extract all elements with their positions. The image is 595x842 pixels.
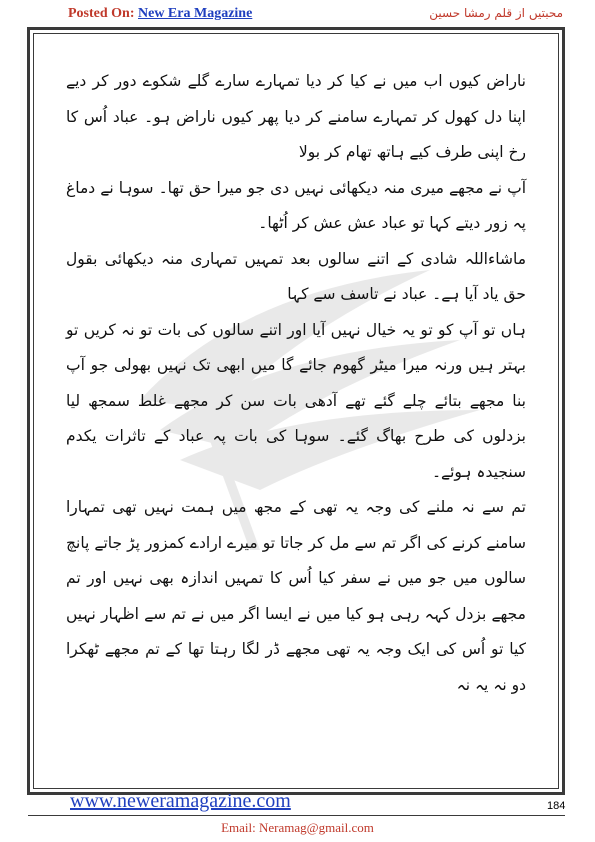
page-number: 184 (547, 800, 566, 812)
posted-on-label: Posted On: (68, 6, 135, 21)
paragraph: آپ نے مجھے میری منہ دیکھائی نہیں دی جو میرا حق تھا۔ سوہا نے دماغ پہ زور دیتے کہا تو عباد عش عش کر اُٹھا۔ (66, 178, 526, 232)
footer-email: Email: Neramag@gmail.com (221, 820, 374, 835)
footer-divider (28, 815, 565, 816)
posted-on-header (68, 6, 252, 22)
article-body (66, 64, 526, 703)
paragraph: تم سے نہ ملنے کی وجہ یہ تھی کے مجھ میں ہمت نہیں تھی تمہارا سامنے کرنے کی اگر تم سے مل کر جاتا تو میرے ارادے کمزور پڑ جاتے پانچ سالوں میں جو میں نے سفر کیا اُس کا تمہیں اندازہ بھی نہیں اور تم مجھے بزدل کہہ رہی ہو کیا میں نے ایسا اگر میں نے تم سے اظہار نہیں کیا تو اُس کی ایک وجہ یہ تھی مجھے ڈر لگا رہتا تھا کے تم مجھے ٹھکرا دو نہ یہ نہ (66, 498, 526, 694)
paragraph: ناراض کیوں اب میں نے کیا کر دیا تمہارے سارے گلے شکوے دور کر دیے اپنا دل کھول کر تمہارے سامنے کر دیا پھر کیوں ناراض ہو۔ عباد اُس کا رخ اپنی طرف کیے ہاتھ تھام کر بولا (66, 72, 526, 161)
magazine-link[interactable]: New Era Magazine (138, 6, 253, 21)
website-link[interactable]: www.neweramagazine.com (70, 790, 291, 812)
author-credit: محبتیں از قلم رمشا حسین (429, 6, 563, 20)
paragraph: ہاں تو آپ کو تو یہ خیال نہیں آیا اور اتنے سالوں کی بات تو نہ کریں تو بہتر ہیں ورنہ میرا میٹر گھوم جائے گا میں ابھی تک نہیں بھولی جو آپ بنا مجھے بتائے چلے گئے تھے آدھی بات سن کر مجھے غلط سمجھ لیا بزدلوں کی طرح بھاگ گئے۔ سوہا کی بات پہ عباد کے تاثرات یکدم سنجیدہ ہوئے۔ (66, 320, 526, 481)
paragraph: ماشاءاللہ شادی کے اتنے سالوں بعد تمہیں تمہاری منہ دیکھائی بقول حق یاد آیا ہے۔ عباد نے تاسف سے کہا (66, 249, 526, 303)
